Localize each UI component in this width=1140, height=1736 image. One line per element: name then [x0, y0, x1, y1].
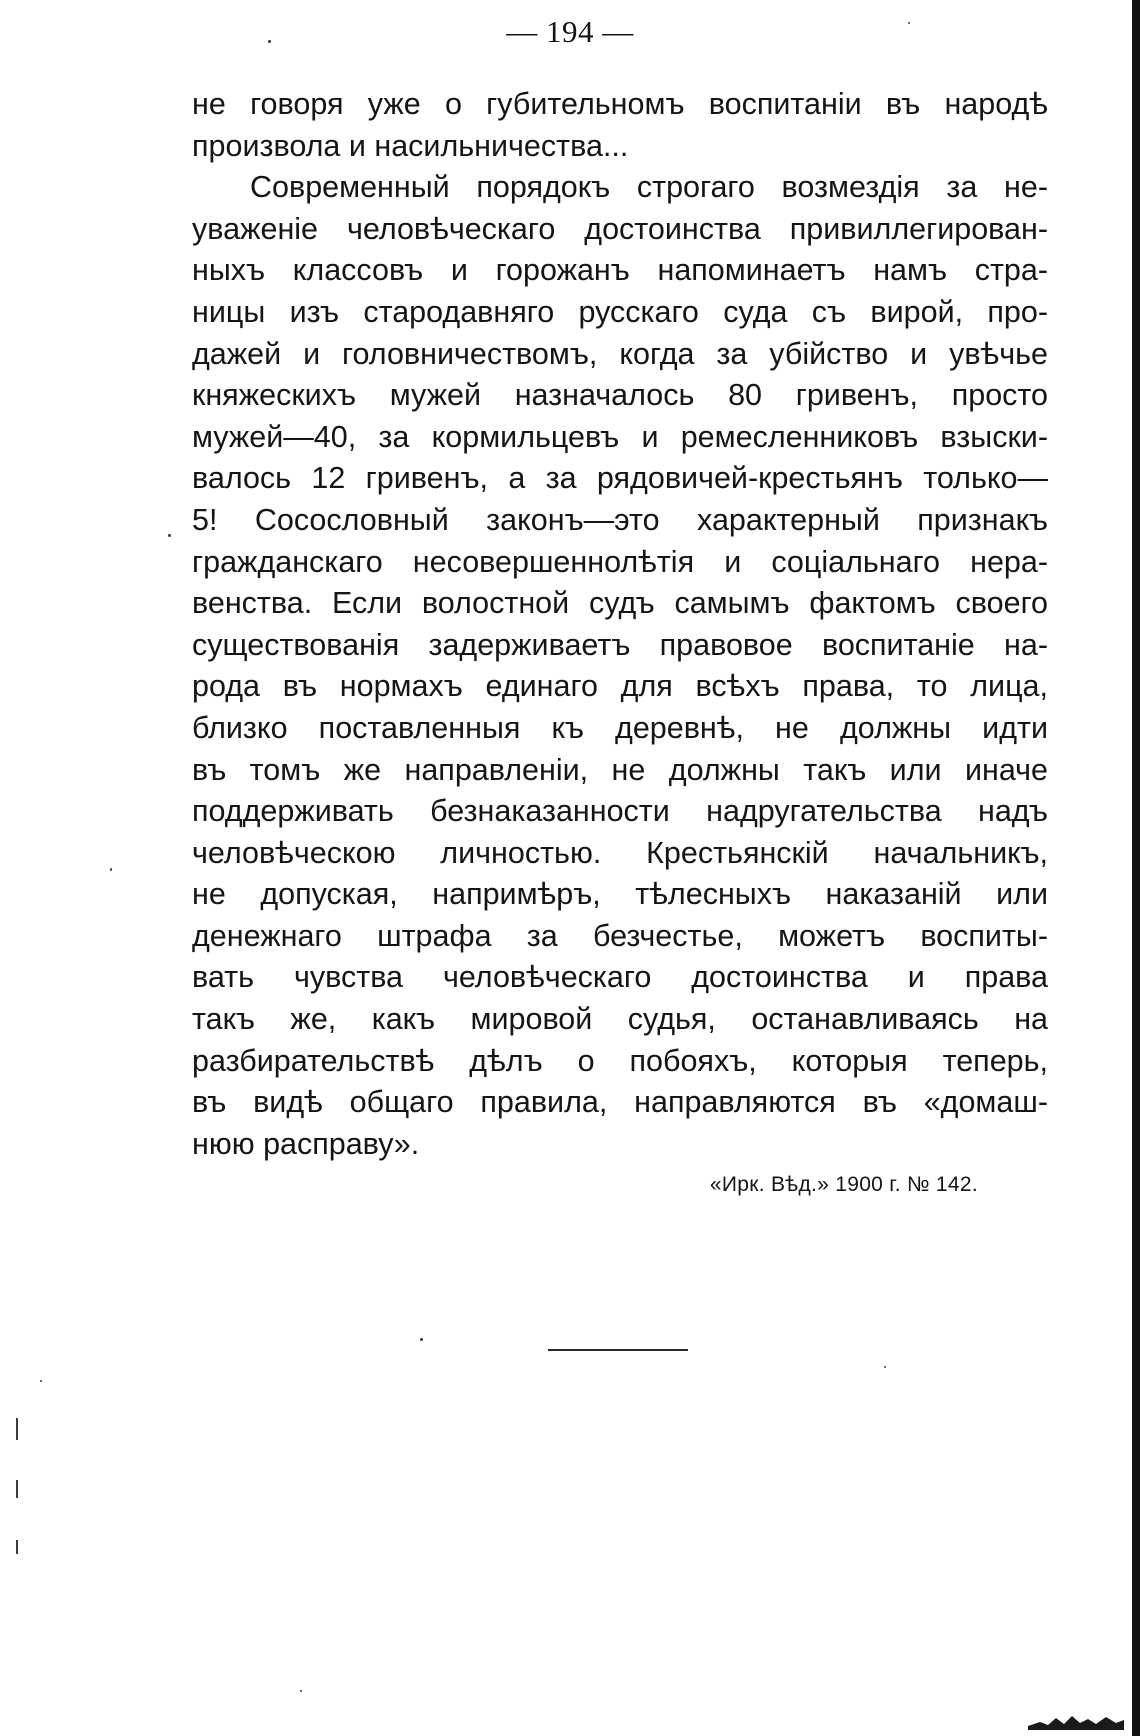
body-text: [192, 84, 1048, 1165]
text-line: мужей—40, за кормильцевъ и ремесленниковъ взыски-: [192, 419, 1048, 454]
text-line: не говоря уже о губительномъ воспитанiи въ народѣ: [192, 87, 1048, 121]
text-line: близко поставленныя къ деревнѣ, не должны идти: [192, 710, 1048, 745]
section-end-rule: [548, 1349, 688, 1351]
text-line: ницы изъ стародавняго русскаго суда съ вирой, про-: [192, 294, 1048, 329]
text-line: Современный порядокъ строгаго возмездiя за не-: [250, 170, 1048, 205]
page-number: — 194 —: [506, 14, 634, 49]
text-line: въ томъ же направленiи, не должны такъ или иначе: [192, 752, 1048, 787]
text-line: гражданскаго несовершеннолѣтiя и соцiальнаго нера-: [192, 544, 1048, 579]
text-line: дажей и головничествомъ, когда за убiйство и увѣчье: [192, 336, 1048, 371]
text-line: не допуская, напримѣръ, тѣлесныхъ наказанiй или: [192, 877, 1048, 912]
text-line: княжескихъ мужей назначалось 80 гривенъ, просто: [192, 378, 1048, 413]
scan-speck: [16, 1418, 18, 1440]
text-line: существованiя задерживаетъ правовое воспитанiе на-: [192, 627, 1048, 662]
scan-speck: [884, 1366, 886, 1368]
text-line: венства. Если волостной судъ самымъ фактомъ своего: [192, 586, 1048, 621]
scan-speck: [40, 1380, 42, 1382]
scan-speck: [110, 868, 112, 871]
text-line: разбирательствѣ дѣлъ о побояхъ, которыя теперь,: [192, 1043, 1048, 1078]
scan-speck: [420, 1338, 423, 1341]
scan-speck: [268, 40, 271, 43]
scan-speck: [16, 1540, 18, 1554]
text-line: уваженiе человѣческаго достоинства привиллегирован-: [192, 211, 1048, 246]
scan-edge-border: [1132, 0, 1140, 1736]
text-line: денежнаго штрафа за безчестье, можетъ воспиты-: [192, 918, 1048, 953]
text-line: валось 12 гривенъ, а за рядовичей-крестьянъ только—: [192, 461, 1048, 496]
text-line: поддерживать безнаказанности надругательства надъ: [192, 794, 1048, 829]
scan-speck: [908, 22, 910, 24]
text-line: ныхъ классовъ и горожанъ напоминаетъ намъ стра-: [192, 253, 1048, 288]
text-line: 5! Сосословный законъ—это характерный признакъ: [192, 502, 1048, 537]
text-line: произвола и насильничества...: [192, 128, 629, 163]
text-line: такъ же, какъ мировой судья, останавливаясь на: [192, 1002, 1048, 1037]
text-line: въ видѣ общаго правила, направляются въ «домаш-: [192, 1085, 1048, 1120]
text-line: вать чувства человѣческаго достоинства и права: [192, 960, 1048, 995]
scan-speck: [168, 534, 171, 537]
source-citation: «Ирк. Вѣд.» 1900 г. № 142.: [709, 1173, 978, 1196]
scan-ink-blot: [1026, 1712, 1126, 1730]
text-line: человѣческою личностью. Крестьянскiй начальникъ,: [192, 835, 1048, 870]
text-line: нюю расправу».: [192, 1126, 420, 1161]
text-line: рода въ нормахъ единаго для всѣхъ права, то лица,: [192, 669, 1048, 704]
scan-speck: [16, 1480, 18, 1498]
scan-speck: [300, 1690, 302, 1692]
